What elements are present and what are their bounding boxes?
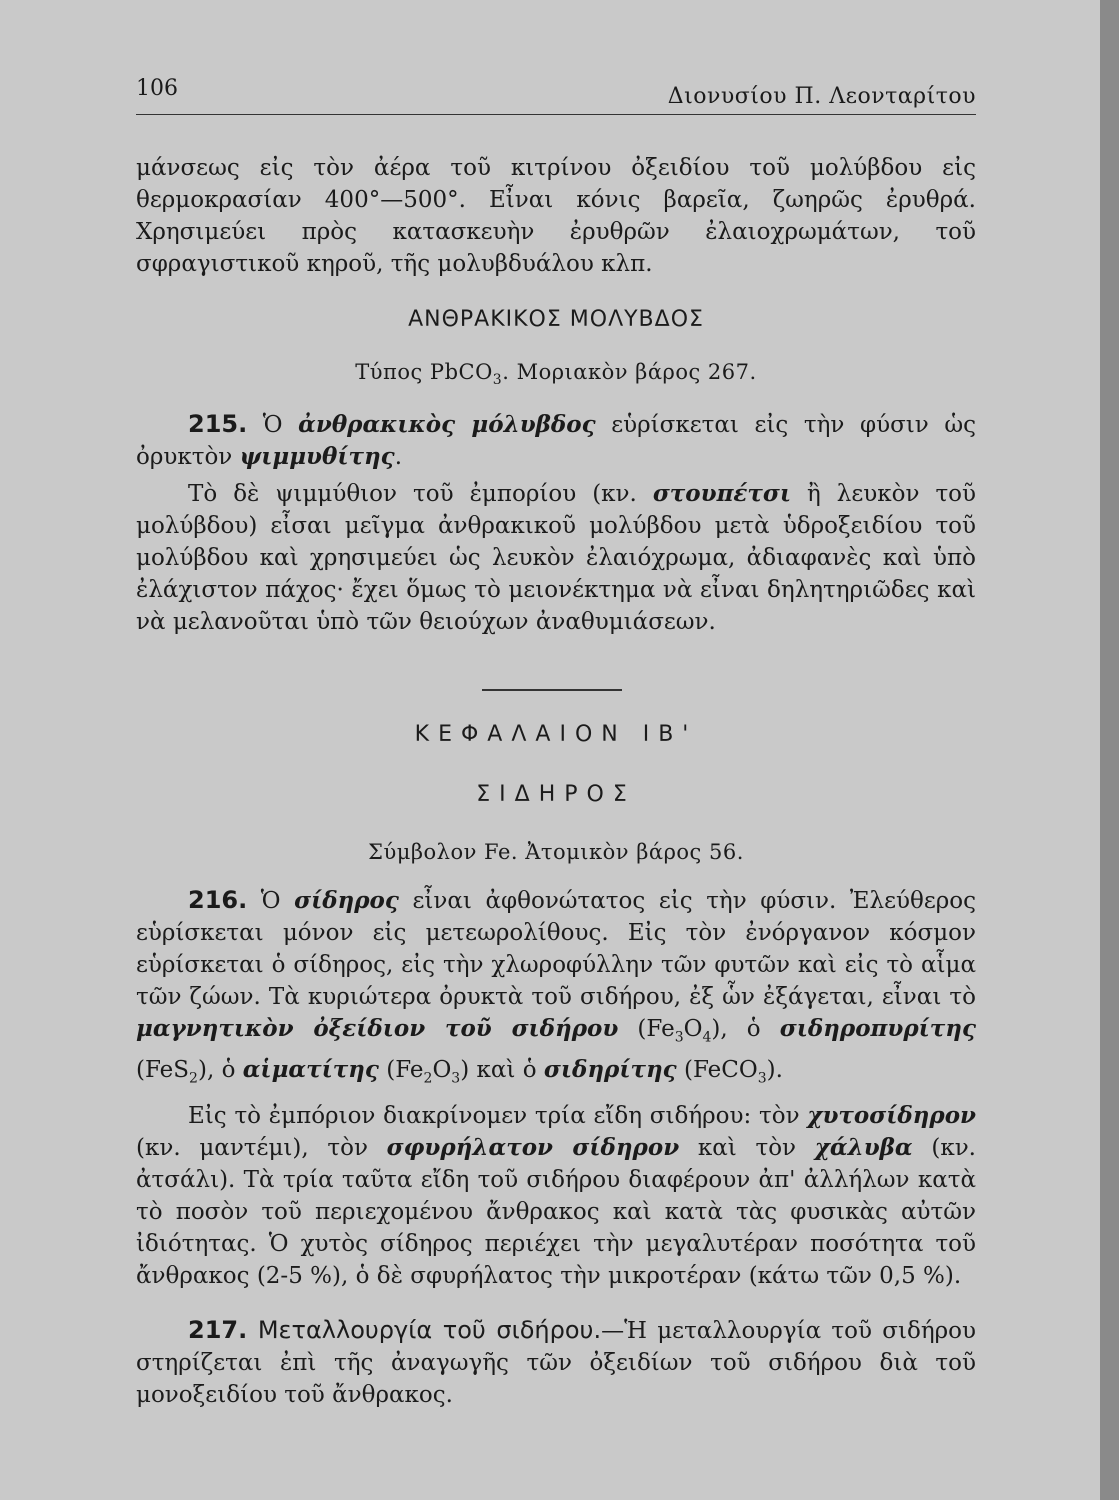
section-heading-lead-carbonate: ΑΝΘΡΑΚΙΚΟΣ ΜΟΛΥΒΔΟΣ [408,307,704,332]
bold-term: ψιμμυθίτης [239,443,395,470]
bold-term: στουπέτσι [652,480,791,507]
text-run: (κν. μαντέμι), τὸν [136,1135,387,1161]
bold-term: σιδηρίτης [543,1055,677,1083]
text-run: εὑρίσκεται εἰς τὴν φύσιν ὡς ὀρυκτὸν [136,412,976,470]
section-divider [482,689,622,691]
formula-run: ). [766,1056,783,1083]
formula-run: ), ὁ [711,1016,780,1042]
subscript: 2 [423,1070,433,1087]
paragraph-215-continued [136,478,976,638]
paragraph-continued [136,152,976,280]
text-run: Εἰς τὸ ἐμπόριον διακρίνομεν τρία εἴδη σιδήρου: τὸν [188,1103,808,1129]
formula-run: ) καὶ ὁ [460,1056,544,1083]
formula-run: (Fe [378,1056,424,1083]
bold-term: μαγνητικὸν ὀξείδιον τοῦ σιδήρου [136,1015,619,1042]
subscript: 3 [451,1070,461,1087]
paragraph-text: μάνσεως εἰς τὸν ἀέρα τοῦ κιτρίνου ὀξειδίου τοῦ μολύβδου εἰς θερμοκρασίαν 400°—500°. Εἶναι κόνις βαρεῖα, ζωηρῶς ἐρυθρά. Χρησιμεύει πρὸς κατασκευὴν ἐρυθρῶν ἐλαιοχρωμάτων, τοῦ σφραγιστικοῦ κηροῦ, τῆς μολυβδυάλου κλπ. [136,155,976,277]
subscript: 3 [757,1070,767,1087]
paragraph-217 [136,1314,976,1411]
text-run: Ὁ [247,412,299,438]
bold-term: αἱματίτης [242,1055,379,1083]
symbol-line: Σύμβολον Fe. Ἀτομικὸν βάρος 56. [368,840,744,864]
formula-suffix: . Μοριακὸν βάρος 267. [502,360,757,384]
text-run: Τὸ δὲ ψιμμύθιον τοῦ ἐμπορίου (κν. [188,481,653,507]
bold-term: ἀνθρακικὸς μόλυβδος [298,411,596,438]
subscript: 4 [702,1029,712,1046]
text-run: —Ἡ μεταλλουργία τοῦ σιδήρου στηρίζεται ἐπὶ τῆς ἀναγωγῆς τῶν ὀξειδίων τοῦ σιδήρου διὰ τοῦ μονοξειδίου τοῦ ἄνθρακος. [136,1318,976,1408]
formula-line [136,360,976,388]
running-title: Διονυσίου Π. Λεονταρίτου [667,84,976,109]
subscript: 3 [674,1029,684,1046]
paragraph-215 [136,408,976,473]
bold-term: χυτοσίδηρον [807,1102,976,1129]
formula-run: ), ὁ [197,1056,243,1083]
text-run: Ὁ [247,888,295,914]
page-number: 106 [136,76,178,101]
paragraph-216-continued [136,1100,976,1292]
formula-subscript: 3 [492,372,503,389]
subscript: 2 [189,1070,198,1087]
bold-term: σιδηροπυρίτης [779,1015,976,1042]
text-run: . [394,444,402,470]
text-run: εἶναι ἀφθονώτατος εἰς τὴν φύσιν. Ἐλεύθερος εὑρίσκεται μόνον εἰς μετεωρολίθους. Εἰς τὸν ἐνόργανον κόσμον εὑρίσκεται ὁ σίδηρος, εἰς τὴν χλωροφύλλην τῶν φυτῶν καὶ εἰς τὸ αἷμα τῶν ζώων. Τὰ κυριώτερα ὀρυκτὰ τοῦ σιδήρου, ἐξ ὧν ἐξάγεται, εἶναι τὸ [136,888,976,1010]
bold-term: σφυρήλατον σίδηρον [386,1134,680,1161]
paragraph-number: 215. [188,410,248,438]
formula-run: O [432,1056,452,1083]
paragraph-number: 216. [188,886,248,914]
bold-term: σίδηρος [294,887,399,914]
text-run: (κν. ἀτσάλι). Τὰ τρία ταῦτα εἴδη τοῦ σιδήρου διαφέρουν ἀπ' ἀλλήλων κατὰ τὸ ποσὸν τοῦ περιεχομένου ἄνθρακος καὶ κατὰ τὰς φυσικὰς αὐτῶν ἰδιότητας. Ὁ χυτὸς σίδηρος περιέχει τὴν μεγαλυτέραν ποσότητα τοῦ ἄνθρακος (2-5 %), ὁ δὲ σφυρήλατος τὴν μικροτέραν (κάτω τῶν 0,5 %). [136,1135,976,1289]
chapter-title: ΣΙΔΗΡΟΣ [476,782,636,807]
formula-run: (FeS [136,1056,190,1083]
paragraph-number: 217. [188,1316,248,1344]
bold-term: χάλυβα [814,1134,913,1161]
text-run: ἢ λευκὸν τοῦ μολύβδου) εἶσαι μεῖγμα ἀνθρακικοῦ μολύβδου μετὰ ὑδροξειδίου τοῦ μολύβδου καὶ χρησιμεύει ὡς λευκὸν ἐλαιόχρωμα, ἀδιαφανὲς καὶ ὑπὸ ἐλάχιστον πάχος· ἔχει ὅμως τὸ μειονέκτημα νὰ εἶναι δηλητηριῶδες καὶ νὰ μελανοῦται ὑπὸ τῶν θειούχων ἀναθυμιάσεων. [136,481,976,635]
chapter-label: ΚΕΦΑΛΑΙΟΝ ΙΒ' [414,722,698,747]
page-edge [1100,0,1119,1500]
paragraph-216 [136,884,976,1094]
paragraph-title: Μεταλλουργία τοῦ σιδήρου. [247,1316,602,1344]
formula-run: (FeCO [676,1056,758,1083]
running-header [136,70,976,115]
text-run: καὶ τὸν [679,1135,815,1161]
formula-run: O [683,1016,703,1042]
formula-run: (Fe [618,1016,675,1042]
formula-prefix: Τύπος PbCO [355,360,493,384]
